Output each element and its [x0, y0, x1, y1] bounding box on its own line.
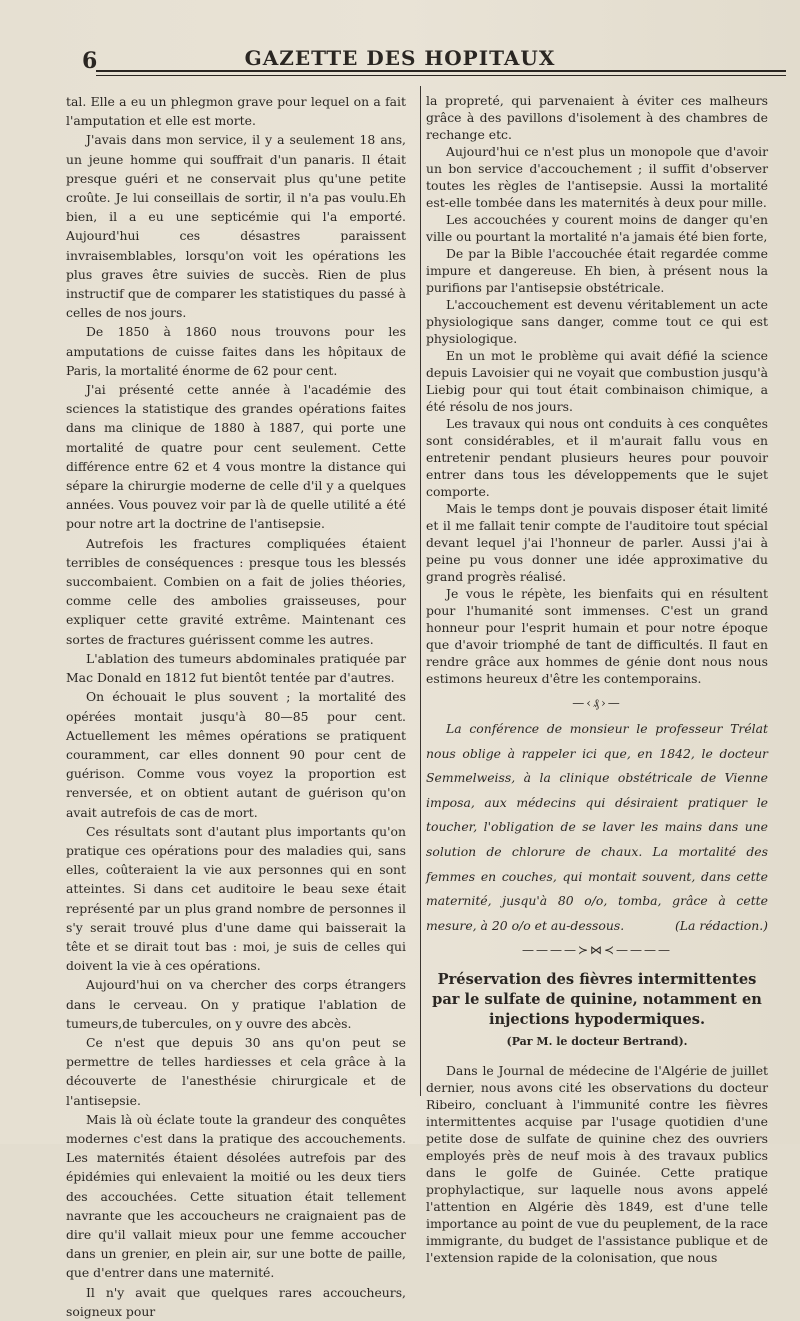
- masthead-title: GAZETTE DES HOPITAUX: [244, 46, 556, 70]
- column-divider: [420, 86, 421, 1096]
- header-rule: [96, 70, 786, 76]
- article-paragraph: Dans le Journal de médecine de l'Algérie de juillet dernier, nous avons cité les observations du docteur Ribeiro, concluant à l'immunité contre les fièvres intermittentes acquise par l'usage quotidien d'une petite dose de sulfate de quinine chez des ouvriers employés près de neuf mois à des travaux publics dans le golfe de Guinée. Cette pratique prophylactique, sur laquelle nous avons appelé l'attention en Algérie dès 1849, est d'une telle importance au point de vue du peuplement, de la race immigrante, du budget de l'assistance publique et de l'extension rapide de la colonisation, que nous: [426, 1063, 768, 1266]
- editor-note-signature: (La rédaction.): [674, 917, 768, 933]
- paragraph: tal. Elle a eu un phlegmon grave pour lequel on a fait l'amputation et elle est morte.: [66, 94, 406, 129]
- paragraph: Les accouchées y courent moins de danger qu'en ville ou pourtant la mortalité n'a jamais été bien forte,: [426, 212, 768, 244]
- paragraph: J'avais dans mon service, il y a seulement 18 ans, un jeune homme qui souffrait d'un panaris. Il était presque guéri et ne conservait plus qu'une petite croûte. Je lui conseillais de sortir, il n'a pas voulu.Eh bien, il a eu une septicémie qui l'a emporté. Aujourd'hui ces désastres paraissent invraisemblables, lorsqu'on voit les opérations les plus graves être suivies de succès. Rien de plus instructif que de comparer les statistiques du passé à celles de nos jours.: [66, 132, 406, 321]
- page-number: 6: [82, 48, 98, 74]
- paragraph: Les travaux qui nous ont conduits à ces conquêtes sont considérables, et il m'aurait fallu vous en entretenir pendant plusieurs heures pour pouvoir entrer dans tous les développements que le sujet comporte.: [426, 416, 768, 499]
- paragraph: la propreté, qui parvenaient à éviter ces malheurs grâce à des pavillons d'isolement à des chambres de rechange etc.: [426, 93, 768, 142]
- paragraph: Aujourd'hui on va chercher des corps étrangers dans le cerveau. On y pratique l'ablation de tumeurs,de tubercules, on y ouvre des abcès.: [66, 977, 406, 1031]
- ornament-divider: ————≻⋈≺————: [521, 943, 673, 958]
- paragraph: Mais là où éclate toute la grandeur des conquêtes modernes c'est dans la pratique des accouchements. Les maternités étaient désolées autrefois par des épidémies qui enlevaient la moitié ou les deux tiers des accouchées. Cette situation était tellement navrante que les accoucheurs ne craignaient pas de dire qu'il vallait mieux pour une femme accoucher dans un grenier, en plein air, sur une botte de paille, que d'entrer dans une maternité.: [66, 1111, 406, 1281]
- article-byline: (Par M. le docteur Bertrand).: [506, 1035, 688, 1049]
- paragraph: Ces résultats sont d'autant plus importants qu'on pratique ces opérations pour des maladies qui, sans elles, coûteraient la vie aux personnes qui en sont atteintes. Si dans cet auditoire le beau sexe était représenté par un plus grand nombre de personnes il s'y serait trouvé plus d'une dame qui baisserait la tête et se dirait tout bas : moi, je suis de celles qui doivent la vie à ces opérations.: [66, 823, 406, 974]
- paragraph: Ce n'est que depuis 30 ans qu'on peut se permettre de telles hardiesses et cela grâce à la découverte de l'anesthésie chirurgicale et de l'antisepsie.: [66, 1034, 406, 1108]
- paragraph: De par la Bible l'accouchée était regardée comme impure et dangereuse. Eh bien, à présent nous la purifions par l'antisepsie obstétricale.: [426, 246, 768, 295]
- paragraph: Aujourd'hui ce n'est plus un monopole que d'avoir un bon service d'accouchement ; il suffit d'observer toutes les règles de l'antisepsie. Aussi la mortalité est-elle tombée dans les maternités à deux pour mille.: [426, 144, 768, 210]
- article-continuation: [426, 92, 768, 687]
- editor-note: [426, 717, 768, 938]
- article-title: Préservation des fièvres intermittentes par le sulfate de quinine, notamment en injections hypodermiques.: [432, 971, 762, 1029]
- paragraph: J'ai présenté cette année à l'académie des sciences la statistique des grandes opérations faites dans ma clinique de 1880 à 1887, qui porte une mortalité de quatre pour cent seulement. Cette différence entre 62 et 4 vous montre la distance qui sépare la chirurgie moderne de celle d'il y a quelques années. Vous pouvez voir par là de quelle utilité a été pour notre art la doctrine de l'antisepsie.: [66, 382, 406, 532]
- paragraph: On échouait le plus souvent ; la mortalité des opérées montait jusqu'à 80—85 pour cent. Actuellement les mêmes opérations se pratiquent couramment, car elles donnent 90 pour cent de guérison. Comme vous voyez la proportion est renversée, et on obtient autant de guérison qu'on avait autrefois de cas de mort.: [66, 689, 406, 820]
- editor-note-text: La conférence de monsieur le professeur Trélat nous oblige à rappeler ici que, en 1842, le docteur Semmelweiss, à la clinique obstétricale de Vienne imposa, aux médecins qui désiraient pratiquer le toucher, l'obligation de se laver les mains dans une solution de chlorure de chaux. La mortalité des femmes en couches, qui montait souvent, dans cette maternité, jusqu'à 80 o/o, tomba, grâce à cette mesure, à 20 o/o et au-dessous.: [426, 721, 768, 933]
- paragraph: Mais le temps dont je pouvais disposer était limité et il me fallait tenir compte de l'auditoire tout spécial devant lequel j'ai l'honneur de parler. Aussi j'ai à peine pu vous donner une idée approximative du grand progrès réalisé.: [426, 501, 768, 584]
- paragraph: Autrefois les fractures compliquées étaient terribles de conséquences : presque tous les blessés succombaient. Combien on a fait de jolies théories, comme celle des ambolies graisseuses, pour expliquer cette gravité extrême. Maintenant ces sortes de fractures guérissent comme les autres.: [66, 535, 406, 647]
- paragraph: L'ablation des tumeurs abdominales pratiquée par Mac Donald en 1812 fut bientôt tentée par d'autres.: [66, 650, 406, 686]
- right-column: [426, 92, 768, 1266]
- paragraph: L'accouchement est devenu véritablement un acte physiologique sans danger, comme tout ce qui est physiologique.: [426, 297, 768, 346]
- paragraph: En un mot le problème qui avait défié la science depuis Lavoisier qui ne voyait que combustion jusqu'à Liebig pour qui tout était combinaison chimique, a été résolu de nos jours.: [426, 348, 768, 414]
- left-column: [66, 92, 406, 1321]
- ornament-divider: —‹₰›—: [572, 696, 622, 710]
- paragraph: Il n'y avait que quelques rares accoucheurs, soigneux pour: [66, 1284, 406, 1319]
- paragraph: Je vous le répète, les bienfaits qui en résultent pour l'humanité sont immenses. C'est un grand honneur pour l'esprit humain et pour notre époque que d'avoir triomphé de tant de difficultés. Il faut en rendre grâce aux hommes de génie dont nous nous estimons heureux d'être les contemporains.: [426, 586, 768, 686]
- paragraph: De 1850 à 1860 nous trouvons pour les amputations de cuisse faites dans les hôpitaux de Paris, la mortalité énorme de 62 pour cent.: [66, 324, 406, 378]
